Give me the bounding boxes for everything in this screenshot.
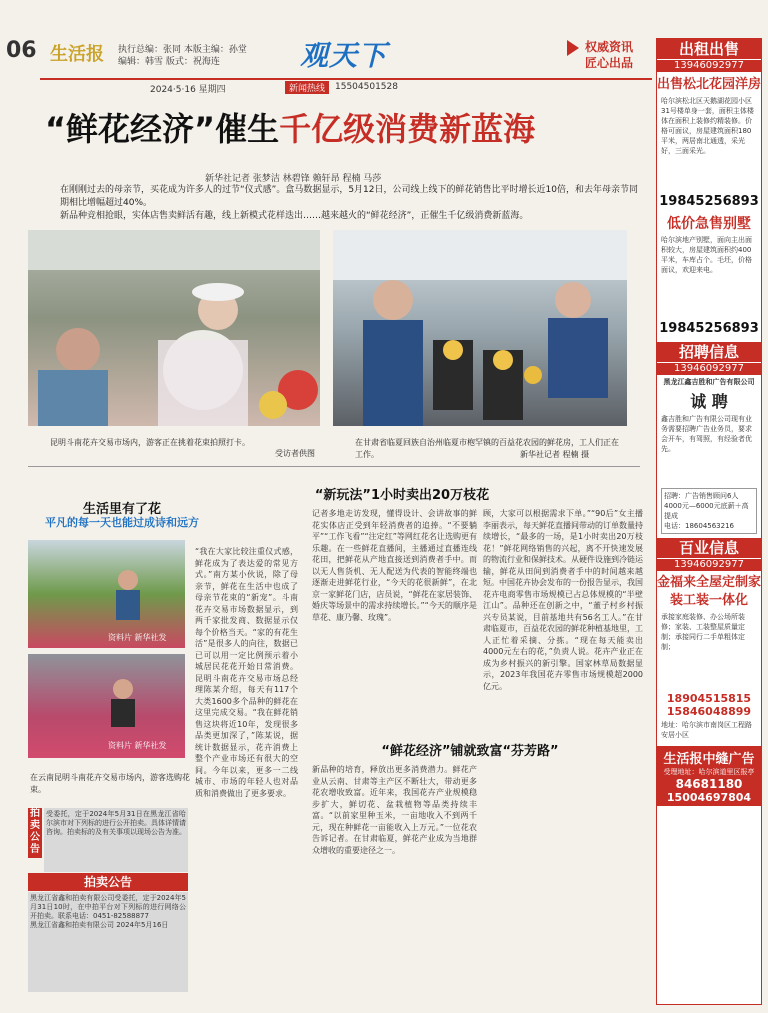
slogan-line-2: 匠心出品	[585, 56, 634, 70]
arrow-icon	[563, 40, 579, 56]
section1-title: “新玩法”1小时卖出20万枝花	[314, 488, 490, 503]
section2-body: 新品种的培育，释放出更多消费潜力。鲜花产业从云南、甘肃等主产区不断壮大，带动更多花农增收致富。近年来，我国花卉产业规模稳步扩大，鲜切花、盆栽植物等品类持续丰富。“以前家里种玉米，一亩地收入不到两千元，现在种鲜花一亩能收入上万元。”一位花农告诉记者。在甘肃临夏，鲜花产业成为当地群众增收的重要途径之一。	[312, 765, 477, 855]
footer-ad-sub: 受理地址：哈尔滨道里区报亭	[663, 768, 755, 776]
paper-logo: 生活报	[50, 44, 104, 65]
ad3-note: 招聘：广告销售顾问6人 4000元—6000元底薪＋高提成 电话：18604563216	[661, 488, 757, 534]
hotline-number: 15504501528	[335, 82, 398, 92]
footer-ad-phone-1: 84681180	[675, 777, 743, 791]
ad1-text: 哈尔滨松北区天鹅湖花园小区31号楼单身一套，面积主体楼体在面积上装修约精装修。价格可面议，房屋建筑面积180平米，两居南北通透，采光好，三面采光。	[661, 97, 754, 155]
section2-title: “鲜花经济”铺就致富“芬芳路”	[381, 744, 559, 759]
ad1-title: 出售松北花园洋房	[657, 77, 762, 92]
header-rule	[40, 78, 652, 80]
photo-credit-2: 资料片 新华社发	[108, 741, 167, 750]
hotline-label: 新闻热线	[285, 81, 329, 94]
ad3-company: 黑龙江鑫吉胜和广告有限公司	[663, 378, 755, 386]
section-rental: 出租出售	[657, 39, 761, 59]
flower-market-photo	[28, 230, 320, 426]
editor-line-1: 执行总编：张同 本版主编：孙堂	[118, 45, 247, 55]
lead-paragraph: 在刚刚过去的母亲节，买花成为许多人的过节“仪式感”。盒马数据显示，5月12日，公司线上线下的鲜花销售比平时增长近10倍，和去年母亲节同期相比增幅超过40%。 新品种竞相抢眼，实体店售卖鲜活有趣，线上新模式花样迭出……越来越火的“鲜花经济”，正催生千亿级消费新蓝海。	[60, 185, 638, 221]
page-number: 06	[6, 38, 37, 63]
classifieds-column	[656, 38, 762, 1005]
ad4-text: 承接家庭装修、办公场所装修；家装、工装整屋质量定制；承接同行二手单粗体定制；	[661, 613, 745, 651]
ad3-text: 鑫吉胜和广告有限公司现有业务需要招聘广告业务员，要求会开车，有驾照，有经验者优先。	[661, 415, 752, 453]
photo1-caption: 昆明斗南花卉交易市场内，游客正在挑着花束拍照打卡。	[50, 438, 250, 447]
auction-notice-title: 拍卖公告	[28, 873, 188, 891]
right-col-body: 顾，大家可以根据需求下单。”“90后”女主播李丽表示，每天鲜花直播间带动的订单数量持续增长，“最多的一场，是1小时卖出20万枝花！”鲜花网络销售的兴起，离不开快速发展的物流行业和保鲜技术。从硬件设施到冷链运输，鲜花从田间到消费者手中的时间越来越短。中国花卉协会发布的一份报告显示，我国花卉电商零售市场规模已占总体规模的“半壁江山”。品种还在创新之中，“董子村乡村振兴专员某说，目前基地共有56名工人。”在甘肃临夏市，百益花农园的鲜花种植基地里，工人正忙着采摘、分拣。“现在每天能卖出4000元左右的花，”负责人说。花卉产业正在成为乡村振兴的新引擎。国家林草局数据显示，2023年我国花卉零售市场规模超2000亿元。	[483, 509, 643, 691]
ad1-phone: 19845256893	[659, 194, 759, 209]
photo-credit-1: 资料片 新华社发	[108, 633, 167, 642]
footer-ad	[657, 746, 761, 806]
ad3-title: 诚 聘	[690, 392, 728, 411]
section-divider	[28, 466, 640, 467]
ad2-phone: 19845256893	[659, 321, 759, 336]
left-col-subtitle: 平凡的每一天也能过成诗和远方	[45, 516, 199, 529]
section-phone-2: 13946092977	[657, 362, 761, 375]
left-col-caption: 在云南昆明斗南花卉交易市场内，游客选购花束。	[30, 773, 190, 794]
ad4-address: 地址：哈尔滨市南岗区工程路安居小区	[661, 721, 752, 739]
editor-line-2: 编辑：韩雪 版式：祝海连	[118, 57, 220, 67]
byline: 新华社记者 张梦洁 林碧锋 赖轩昂 程楠 马莎	[205, 174, 382, 184]
left-col-body: “我在大家比较注重仪式感，鲜花成为了表达爱的常见方式。”南方某小伙说，除了母亲节，鲜花在生活中也成了母亲节花束的“新宠”。斗南花卉交易市场数据显示，到两千家批发商、数据显示仅每个价格当天。“家的有花生活”是很多人的向往，数据已已可以用一定比例预示着小城居民花花开始日常消费。昆明斗南花卉交易市场总经理陈某介绍，每天有117个大类1600多个品种的鲜花在这里完成交易。“我在鲜花销售这块将近10年，发现很多品类更加深了，”陈某说，据统计数据显示，花卉消费上整个产业市场还有很大的空间。今年以来，更多一二线城市、市场的年轻人也对品质和消费做出了更多要求。	[195, 547, 298, 798]
photo2-caption: 在甘肃省临夏回族自治州临夏市枹罕镇的百益花农园的鲜花房，工人们正在工作。	[355, 438, 619, 459]
section-phone-3: 13946092977	[657, 558, 761, 571]
section-recruit: 招聘信息	[657, 342, 761, 362]
issue-date: 2024·5·16 星期四	[150, 85, 226, 95]
ad4-phone-1: 18904515815	[666, 692, 752, 705]
ad4-title: 金福来全屋定制家装工装一体化	[657, 575, 762, 608]
footer-ad-phone-2: 15004697804	[666, 791, 752, 804]
ad2-text: 哈尔滨地产别墅，面向主出面积较大，房屋建筑面积约400平米，车库占个。毛坯，价格面议，欢迎来电。	[661, 236, 752, 274]
headline: “鲜花经济”催生千亿级消费新蓝海	[45, 110, 536, 148]
section-phone-1: 13946092977	[657, 59, 761, 72]
auction-notice-2: 黑龙江省鑫和拍卖有限公司受委托，定于2024年5月31日10时，在中拍平台对下列标的进行网络公开拍卖。联系电话：0451-82588877 黑龙江省鑫和拍卖有限公司 2024年5月16日	[28, 892, 188, 992]
notice-tag: 拍卖公告	[28, 808, 42, 858]
section-title: 观天下	[300, 39, 388, 72]
ad4-phone-2: 15846048899	[666, 705, 752, 718]
greenhouse-photo	[333, 230, 627, 426]
section-business: 百业信息	[657, 538, 761, 558]
left-col-title: 生活里有了花	[82, 502, 161, 517]
slogan-line-1: 权威资讯	[585, 40, 634, 54]
photo1-credit: 受访者供图	[275, 449, 315, 458]
footer-ad-title: 生活报中缝广告	[663, 752, 755, 767]
auction-notice-1: 受委托，定于2024年5月31日在黑龙江省哈尔滨市对下列标的进行公开拍卖。具体详情请咨询。拍卖标的及有关事项以现场公告为准。	[44, 808, 188, 872]
section1-body: 记者多地走访发现，懂得设计、会讲故事的鲜花实体店正受到年轻消费者的追捧。“不要躺平”“工作飞看”“注定红”等网红花名让选购更有乐趣。在一些鲜花直播间，主播通过直播连线花田，把鲜花从产地直接送到消费者手中。而以无人售货机、无人配送为代表的智能终端也逐渐走进鲜花行业，“今天的花很新鲜”，在北京一家鲜花门店，店员说，“鲜花在家居装饰、婚庆等场景中的需求持续增长。”“今天的顺序是草花、康乃馨、玫瑰”。	[312, 509, 477, 622]
ad2-title: 低价急售别墅	[667, 216, 751, 232]
photo2-credit: 新华社记者 程楠 摄	[520, 450, 590, 459]
